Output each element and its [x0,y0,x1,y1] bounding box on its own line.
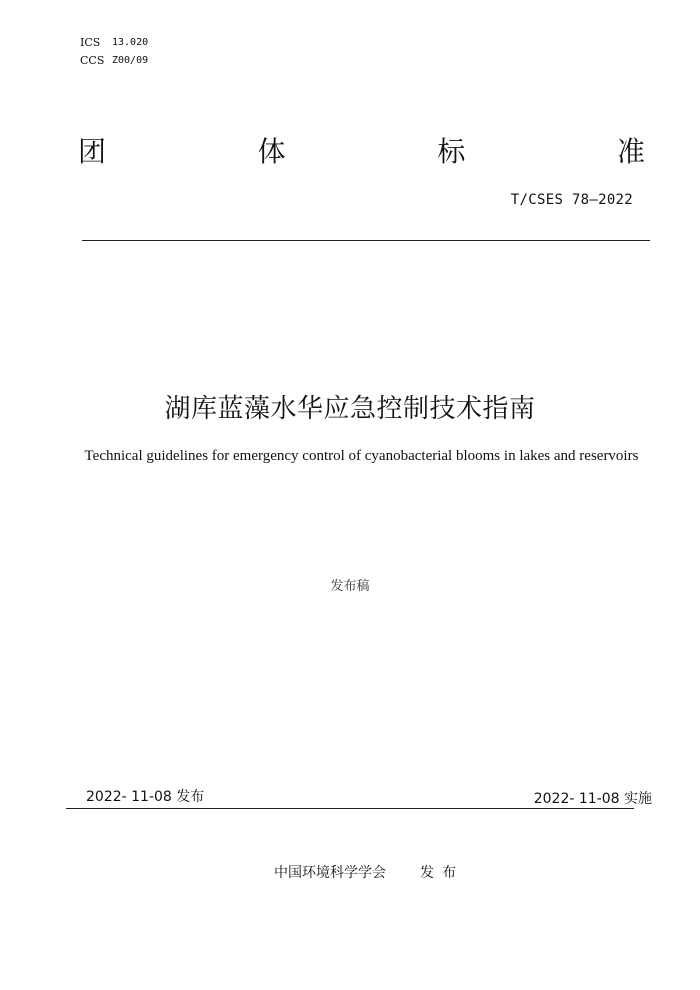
issuer-line [274,862,464,882]
standard-type-char-1: 团 [78,135,107,168]
ccs-label: CCS [80,54,105,67]
standard-type-heading [78,134,645,170]
document-title-chinese: 湖库蓝藻水华应急控制技术指南 [164,394,536,424]
ics-label: ICS [80,36,101,49]
standard-type-char-2: 体 [257,135,286,168]
implementation-date: 2022- 11-08 实施 [533,791,652,807]
ccs-value: Z00/09 [112,55,149,66]
issuer-name: 中国环境科学学会 [274,865,386,881]
ccs-row [80,52,148,70]
release-date: 2022- 11-08 发布 [86,789,205,805]
issuer-verb: 发布 [420,865,464,881]
ics-value: 13.020 [112,37,149,48]
document-title-english: Technical guidelines for emergency control of cyanobacterial blooms in lakes and reservoirs [84,448,639,464]
classification-block [80,34,148,70]
standard-type-char-4: 准 [616,135,645,168]
draft-status: 发布稿 [330,579,370,594]
standard-code: T/CSES 78—2022 [510,192,633,208]
top-divider [82,240,650,241]
ics-row [80,34,148,52]
standard-type-char-3: 标 [437,135,466,168]
bottom-divider [66,808,634,809]
